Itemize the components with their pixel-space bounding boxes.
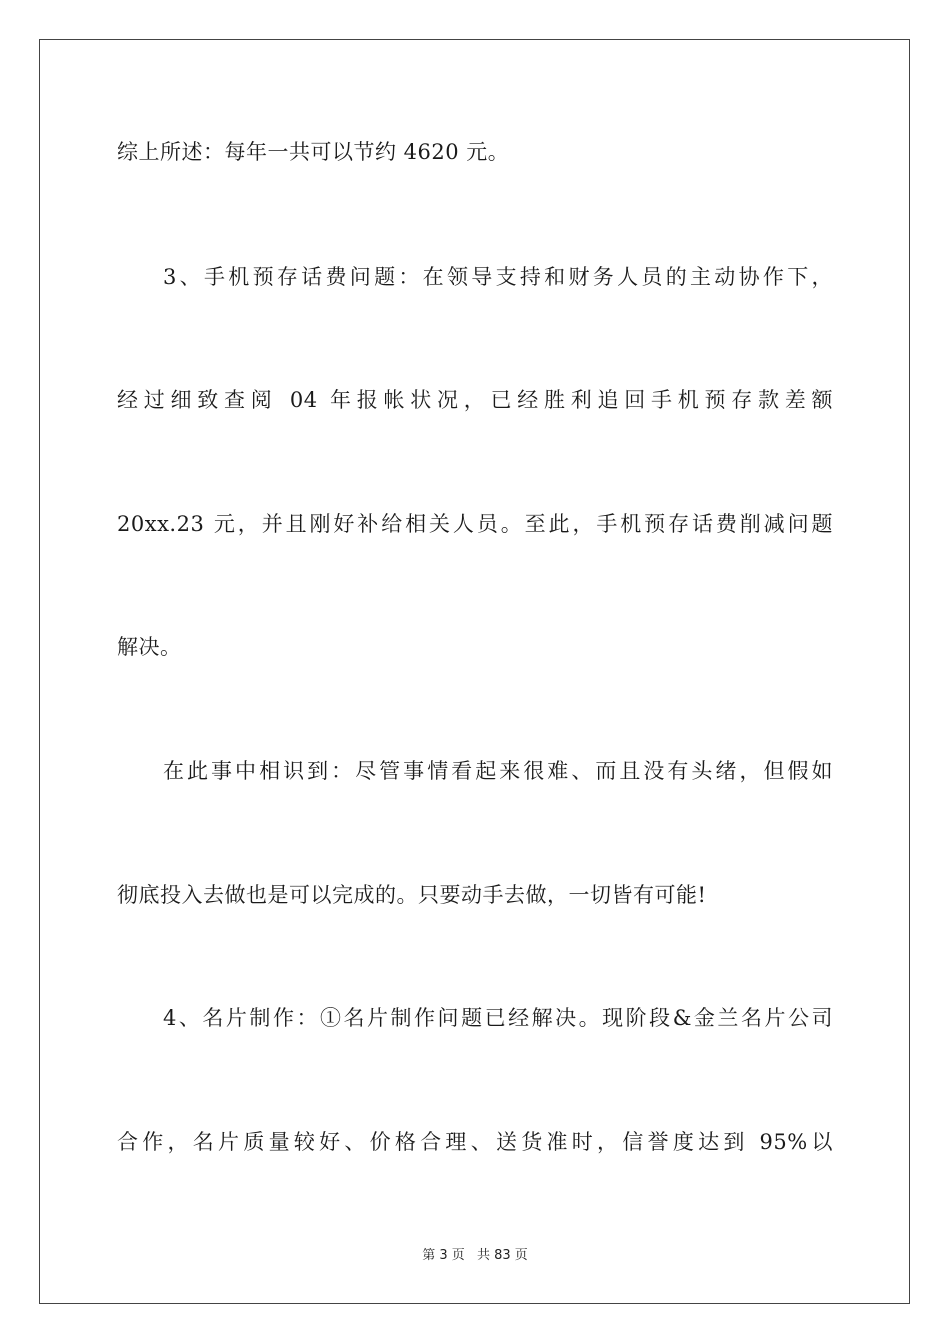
total-pages: 共 83 页 [476,1248,528,1263]
page-number: 第 3 页 [422,1248,465,1263]
paragraph-line-8: 4、名片制作：①名片制作问题已经解决。现阶段&金兰名片公司 [163,1006,833,1030]
paragraph-line-6: 在此事中相识到：尽管事情看起来很难、而且没有头绪，但假如 [163,759,833,783]
paragraph-line-9: 合作，名片质量较好、价格合理、送货准时，信誉度达到 95%以 [117,1130,833,1154]
paragraph-line-5: 解决。 [117,635,182,659]
page-border [39,39,910,1304]
paragraph-line-3: 经过细致查阅 04 年报帐状况，已经胜利追回手机预存款差额 [117,388,833,412]
paragraph-line-1: 综上所述：每年一共可以节约 4620 元。 [117,140,510,164]
paragraph-line-7: 彻底投入去做也是可以完成的。只要动手去做，一切皆有可能! [117,883,707,907]
page-footer [0,1247,950,1265]
paragraph-line-4: 20xx.23 元，并且刚好补给相关人员。至此，手机预存话费削减问题 [117,512,833,536]
paragraph-line-2: 3、手机预存话费问题：在领导支持和财务人员的主动协作下， [163,265,833,289]
